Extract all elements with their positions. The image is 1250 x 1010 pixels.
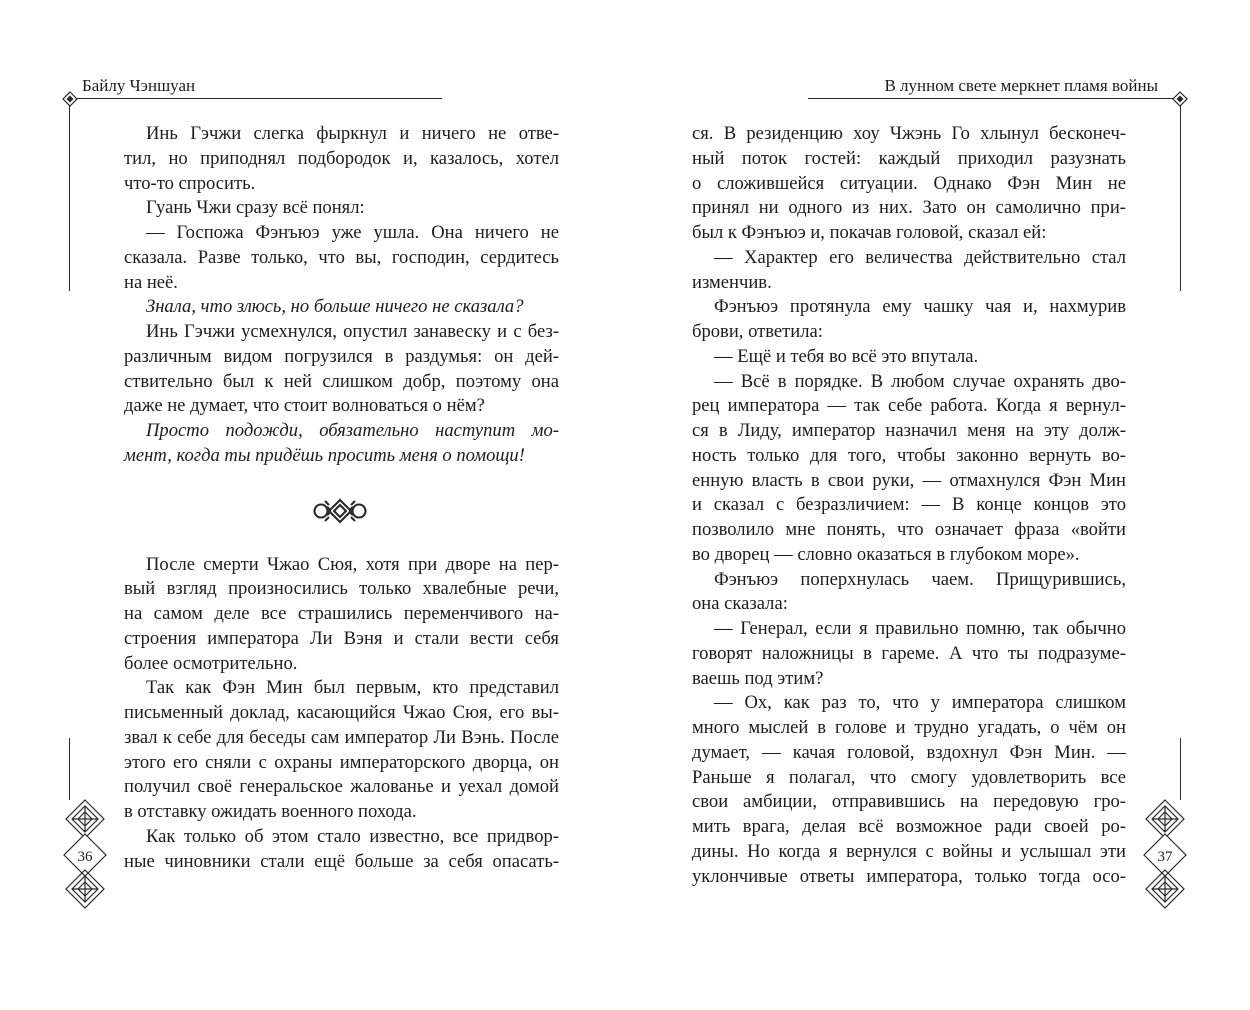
right-page-text [692,122,1126,889]
text-line: ность только для того, чтобы законно вернуть во- [692,444,1126,466]
paragraph [124,825,559,875]
text-line: сказала. Разве только, что вы, господин, сердитесь [124,246,559,268]
text-line: изменчив. [692,271,772,293]
text-line: о сложившейся ситуации. Однако Фэн Мин не [692,172,1126,194]
text-line: ся в Лиду, император назначил меня на эту долж- [692,420,1126,441]
diamond-icon [1172,91,1188,107]
text-line: принял ни одного из них. Зато он самолично при- [692,197,1126,219]
text-line: думает, — качая головой, вздохнул Фэн Мин. — [692,741,1126,763]
section-break [124,469,559,553]
text-line: — Ещё и тебя во всё это впутала. [714,345,979,367]
text-line: во дворец — словно оказаться в глубоком море». [692,543,1080,565]
text-line: — Характер его величества действительно стал [714,246,1126,268]
text-line: Как только об этом стало известно, все придвор- [146,825,559,847]
text-line: что-то спросить. [124,172,256,194]
text-line: Фэнъюэ поперхнулась чаем. Прищурившись, [714,568,1126,590]
margin-rule-right [1180,106,1181,291]
text-line: После смерти Чжао Сюя, хотя при дворе на пер- [146,553,559,575]
text-line: даже не думает, что стоит волноваться о нём? [124,395,485,417]
text-line: письменный доклад, касающийся Чжао Сюя, его вы- [124,702,559,723]
left-text-part-1 [124,122,559,469]
text-line: мент, когда ты придёшь просить меня о помощи! [124,444,525,466]
header-rule-right [808,98,1174,99]
paragraph [692,691,1126,889]
folio-rule-left [69,738,70,800]
text-line: Инь Гэчжи усмехнулся, опустил занавеску и с без- [146,321,559,342]
text-line: — Всё в порядке. В любом случае охранять дво- [714,370,1126,392]
text-line: Так как Фэн Мин был первым, кто представил [146,677,559,699]
text-line: позволило мне понять, что означает фраза «войти [692,519,1126,540]
paragraph [124,419,559,469]
text-line: — Ох, как раз то, что у императора слишком [714,692,1126,714]
paragraph [124,553,559,677]
text-line: говорят наложницы в гареме. А что ты подразуме- [692,642,1126,664]
paragraph [692,617,1126,691]
diamond-icon [62,91,78,107]
text-line: на неё. [124,271,178,293]
text-line: мить врага, делая всё возможное ради своей ро- [692,816,1126,837]
text-line: строения императора Ли Вэня и стали вести себя [124,627,559,649]
paragraph [692,345,1126,370]
text-line: брови, ответила: [692,321,823,342]
paragraph [692,295,1126,345]
endless-knot-ornament-icon [312,496,368,526]
page-number-left: 36 [77,849,93,865]
text-line: енную власть в свои руки, — отмахнулся Фэн Мин [692,469,1126,491]
text-line: вый взгляд произносились только хвалебные речи, [124,578,559,600]
paragraph [692,370,1126,568]
text-line: различным видом погрузился в раздумья: он дей- [124,345,559,367]
text-line: свои амбиции, отправившись на передовую гро- [692,791,1126,813]
text-line: много мыслей в голове и трудно угадать, о чём он [692,717,1126,738]
text-line: и сказал с безразличием: — В конце концов это [692,494,1126,516]
text-line: уклончивые ответы императора, только тогда осо- [692,865,1126,887]
text-line: она сказала: [692,593,788,615]
folio-rule-right [1180,738,1181,800]
text-line: ваешь под этим? [692,667,824,689]
text-line: рец императора — так себе работа. Когда я вернул- [692,395,1126,417]
paragraph [692,246,1126,296]
paragraph [124,196,559,221]
text-line: тил, но приподнял подбородок и, казалось, хотел [124,147,559,169]
text-line: более осмотрительно. [124,652,298,674]
text-line: ствительно был к ней слишком добр, поэтому она [124,370,559,392]
text-line: Гуань Чжи сразу всё понял: [146,197,365,219]
left-page-text [124,122,559,874]
paragraph [124,295,559,320]
text-line: на самом деле все страшились переменчивого на- [124,603,559,624]
text-line: ся. В резиденцию хоу Чжэнь Го хлынул бесконеч- [692,123,1126,144]
text-line: Знала, что злюсь, но больше ничего не сказала? [146,296,524,318]
text-line: в отставку ожидать военного похода. [124,801,417,822]
text-line: Раньше я полагал, что смогу удовлетворить все [692,766,1126,788]
text-line: дины. Но когда я вернулся с войны и услышал эти [692,840,1126,862]
text-line: этого его сняли с охраны императорского дворца, он [124,751,559,773]
text-line: был к Фэнъюэ и, покачав головой, сказал ей: [692,222,1047,243]
text-line: Инь Гэчжи слегка фыркнул и ничего не отве- [146,123,559,144]
text-line: — Госпожа Фэнъюэ уже ушла. Она ничего не [146,222,559,243]
paragraph [124,122,559,196]
text-line: ные чиновники стали ещё больше за себя опасать- [124,850,559,872]
margin-rule-left [69,106,70,291]
paragraph [692,568,1126,618]
paragraph [124,676,559,825]
running-header-left: Байлу Чэншуан [82,76,196,95]
text-line: получил своё генеральское жалованье и уехал домой [124,776,559,798]
paragraph [692,122,1126,246]
paragraph [124,320,559,419]
left-text-part-2 [124,553,559,875]
page-number-right: 37 [1157,849,1173,865]
running-header-right: В лунном свете меркнет пламя войны [884,76,1158,95]
text-line: Фэнъюэ протянула ему чашку чая и, нахмурив [714,296,1126,318]
header-rule-left [76,98,442,99]
paragraph [124,221,559,295]
text-line: звал к себе для беседы сам император Ли Вэнь. После [124,726,559,748]
text-line: ный поток гостей: каждый приходил разузнать [692,147,1126,169]
text-line: Просто подожди, обязательно наступит мо- [146,420,559,441]
text-line: — Генерал, если я правильно помню, так обычно [714,618,1126,639]
